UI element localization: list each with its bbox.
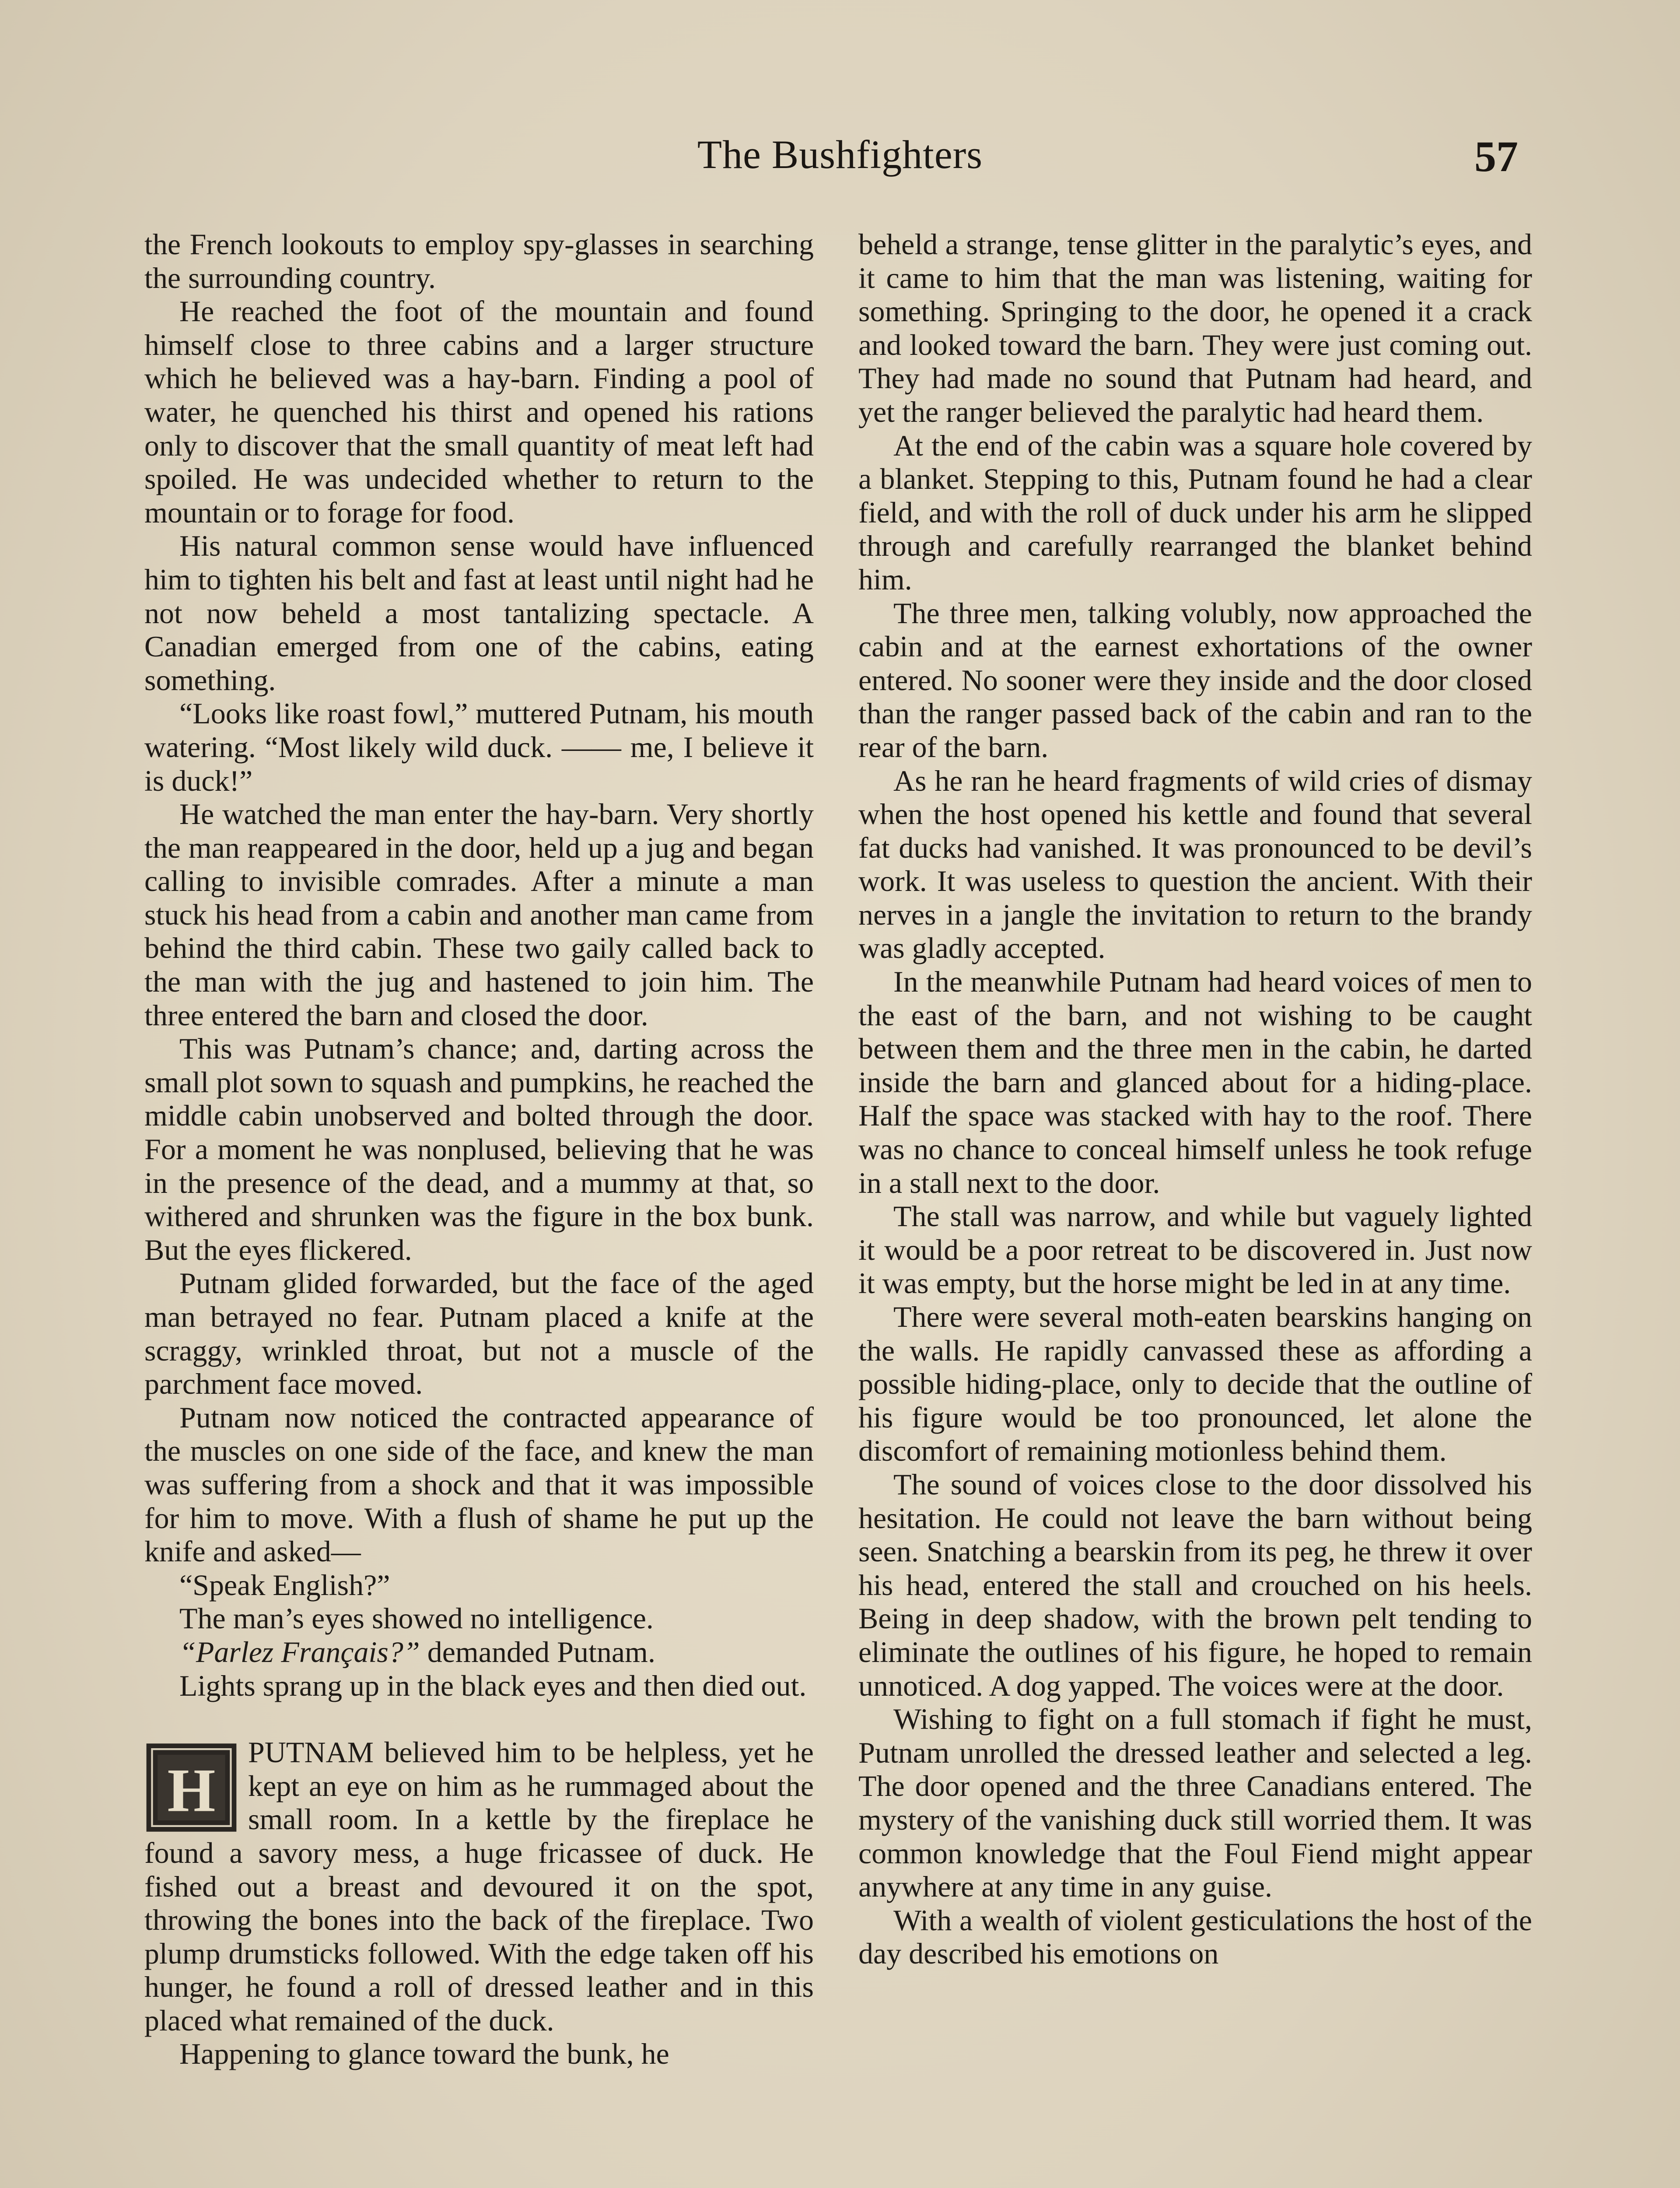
paragraph: Happening to glance toward the bunk, he [179, 2037, 669, 2071]
paragraph: Lights sprang up in the black eyes and then died out. [179, 1669, 807, 1702]
left-column [144, 228, 814, 2071]
paragraph: The man’s eyes showed no intelligence. [179, 1602, 654, 1635]
paragraph-text: PUTNAM believed him to be helpless, yet he kept an eye on him as he rummaged about the small room. In a kettle by the fireplace he found a savory mess, a huge fricassee of duck. He fished out a breast and devoured it on the spot, throwing the bones into the back of the fireplace. Two plump drumsticks followed. With the edge taken off his hunger, he found a roll of dressed leather and in this placed what remained of the duck. [144, 1736, 814, 2037]
drop-cap-letter: H [167, 1756, 216, 1825]
paragraph: His natural common sense would have influenced him to tighten his belt and fast at least until night had he not now beheld a most tantalizing spectacle. A Canadian emerged from one of the cabins, eating something. [144, 529, 814, 697]
paragraph: “Speak English?” [179, 1568, 390, 1602]
paragraph: In the meanwhile Putnam had heard voices of men to the east of the barn, and not wishing to be caught between them and the three men in the cabin, he darted inside the barn and glanced about for a hiding-place. Half the space was stacked with hay to the roof. There was no chance to conceal himself unless he took refuge in a stall next to the door. [858, 965, 1532, 1199]
right-column [858, 228, 1532, 1971]
drop-cap-ornament [144, 1742, 238, 1834]
page-number: 57 [1474, 132, 1518, 181]
paragraph: Putnam glided forwarded, but the face of the aged man betrayed no fear. Putnam placed a knife at the scraggy, wrinkled throat, but not a muscle of the parchment face moved. [144, 1266, 814, 1401]
paragraph: The sound of voices close to the door dissolved his hesitation. He could not leave the barn without being seen. Snatching a bearskin from its peg, he threw it over his head, entered the stall and crouched on his heels. Being in deep shadow, with the brown pelt tending to eliminate the outlines of his figure, he hoped to remain unnoticed. A dog yapped. The voices were at the door. [858, 1467, 1532, 1702]
paragraph [144, 1635, 814, 1669]
drop-cap [144, 1742, 238, 1834]
paragraph: There were several moth-eaten bearskins hanging on the walls. He rapidly canvassed these as affording a possible hiding-place, only to decide that the outline of his figure would be too pronounced, let alone the discomfort of remaining motionless behind them. [858, 1300, 1532, 1468]
running-title: The Bushfighters [697, 132, 983, 177]
paragraph: He watched the man enter the hay-barn. Very shortly the man reappeared in the door, held up a jug and began calling to invisible comrades. After a minute a man stuck his head from a cabin and another man came from behind the third cabin. These two gaily called back to the man with the jug and hastened to join him. The three entered the barn and closed the door. [144, 797, 814, 1032]
paragraph: At the end of the cabin was a square hole covered by a blanket. Stepping to this, Putnam found he had a clear field, and with the roll of duck under his arm he slipped through and carefully rearranged the blanket behind him. [858, 428, 1532, 596]
paragraph: Putnam now noticed the contracted appearance of the muscles on one side of the face, and knew the man was suffering from a shock and that it was impossible for him to move. With a flush of shame he put up the knife and asked— [144, 1400, 814, 1568]
section-opening-paragraph [144, 1736, 814, 2037]
paragraph: He reached the foot of the mountain and found himself close to three cabins and a larger structure which he believed was a hay-barn. Finding a pool of water, he quenched his thirst and opened his rations only to discover that the small quantity of meat left had spoiled. He was undecided whether to return to the mountain or to forage for food. [144, 295, 814, 529]
paragraph: the French lookouts to employ spy-glasses in searching the surrounding country. [144, 228, 814, 295]
paragraph: beheld a strange, tense glitter in the paralytic’s eyes, and it came to him that the man was listening, waiting for something. Springing to the door, he opened it a crack and looked toward the barn. They were just coming out. They had made no sound that Putnam had heard, and yet the ranger believed the paralytic had heard them. [858, 228, 1532, 428]
paragraph: This was Putnam’s chance; and, darting across the small plot sown to squash and pumpkins, he reached the middle cabin unobserved and bolted through the door. For a moment he was nonplused, believing that he was in the presence of the dead, and a mummy at that, so withered and shrunken was the figure in the box bunk. But the eyes flickered. [144, 1032, 814, 1266]
page-header [0, 127, 1680, 193]
french-question: “Parlez Français?” [179, 1635, 420, 1669]
paragraph-rest: demanded Putnam. [420, 1635, 655, 1669]
paragraph: The stall was narrow, and while but vaguely lighted it would be a poor retreat to be discovered in. Just now it was empty, but the horse might be led in at any time. [858, 1199, 1532, 1300]
paragraph: As he ran he heard fragments of wild cries of dismay when the host opened his kettle and found that several fat ducks had vanished. It was pronounced to be devil’s work. It was useless to question the ancient. With their nerves in a jangle the invitation to return to the brandy was gladly accepted. [858, 764, 1532, 965]
paragraph: Wishing to fight on a full stomach if fight he must, Putnam unrolled the dressed leather and selected a leg. The door opened and the three Canadians entered. The mystery of the vanishing duck still worried them. It was common knowledge that the Foul Fiend might appear anywhere at any time in any guise. [858, 1702, 1532, 1904]
paragraph: With a wealth of violent gesticulations the host of the day described his emotions on [858, 1903, 1532, 1971]
paragraph: The three men, talking volubly, now approached the cabin and at the earnest exhortations of the owner entered. No sooner were they inside and the door closed than the ranger passed back of the cabin and ran to the rear of the barn. [858, 596, 1532, 764]
paragraph: “Looks like roast fowl,” muttered Putnam, his mouth watering. “Most likely wild duck. —— me, I believe it is duck!” [144, 697, 814, 797]
